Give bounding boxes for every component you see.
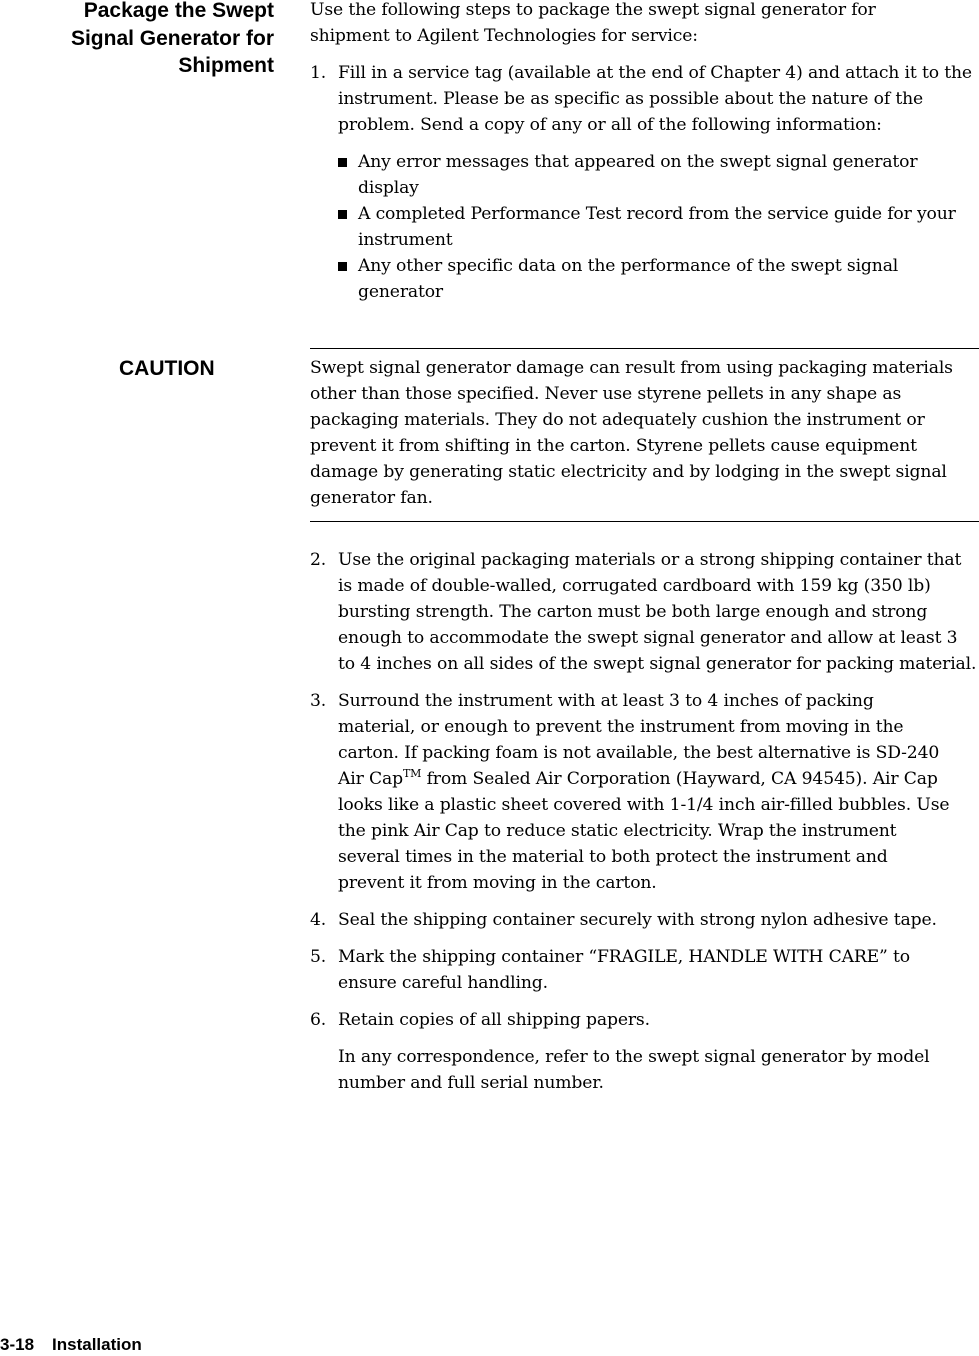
intro-paragraph: Use the following steps to package the swept signal generator for shipment to Agilent Technologies for service: xyxy=(310,0,876,46)
list-item xyxy=(310,253,979,305)
step-number: 3. xyxy=(310,691,327,711)
step-text: Retain copies of all shipping papers. xyxy=(338,1010,650,1030)
intro-block xyxy=(310,0,979,305)
section-heading xyxy=(0,0,274,80)
chapter-name: Installation xyxy=(52,1335,142,1354)
step-number: 1. xyxy=(310,63,327,83)
step-2 xyxy=(310,547,979,677)
page-number: 3-18 xyxy=(0,1335,35,1354)
caution-label: CAUTION xyxy=(119,357,215,380)
step-text: Use the original packaging materials or a strong shipping container that is made of double-walled, corrugated cardboard with 159 kg (350 lb) bursting strength. The carton must be both large enough and strong enough to accommodate the swept signal generator and allow at least 3 to 4 inches on all sides of the swept signal generator for packing material. xyxy=(338,550,977,674)
caution-text: Swept signal generator damage can result from using packaging materials other than those specified. Never use styrene pellets in any shape as packaging materials. They do not adequately cushion the instrument or prevent it from shifting in the carton. Styrene pellets cause equipment damage by generating static electricity and by lodging in the swept signal generator fan. xyxy=(310,358,953,508)
page-footer xyxy=(0,1334,142,1356)
bullet-text: Any other specific data on the performance of the swept signal generator xyxy=(358,256,899,302)
step-number: 6. xyxy=(310,1010,327,1030)
trademark-mark: TM xyxy=(402,767,422,780)
step-text xyxy=(338,688,950,896)
square-bullet-icon xyxy=(338,158,347,167)
step-text: Mark the shipping container “FRAGILE, HANDLE WITH CARE” to ensure careful handling. xyxy=(338,947,910,993)
step-number: 2. xyxy=(310,550,327,570)
bullet-text: Any error messages that appeared on the swept signal generator display xyxy=(358,152,918,198)
step-number: 4. xyxy=(310,910,327,930)
caution-bottom-rule xyxy=(310,521,979,522)
step-text-part: from Sealed Air Corporation (Hayward, CA 94545). Air Cap looks like a plastic sheet covered with 1-1/4 inch air-filled bubbles. Use the pink Air Cap to reduce static electricity. Wrap the instrument several times in the material to both protect the instrument and prevent it from moving in the carton. xyxy=(338,769,950,893)
steps-block xyxy=(310,547,979,1096)
bullet-text: A completed Performance Test record from the service guide for your instrument xyxy=(358,204,956,250)
step-text: Seal the shipping container securely with strong nylon adhesive tape. xyxy=(338,910,937,930)
step-1 xyxy=(310,60,979,138)
step-4 xyxy=(310,907,979,933)
heading-line: Signal Generator for xyxy=(70,26,274,50)
closing-text: In any correspondence, refer to the swept signal generator by model number and full serial number. xyxy=(338,1047,930,1093)
heading-line: Package the Swept xyxy=(83,0,274,22)
caution-top-rule xyxy=(310,348,979,349)
square-bullet-icon xyxy=(338,210,347,219)
closing-note xyxy=(310,1044,979,1096)
square-bullet-icon xyxy=(338,262,347,271)
list-item xyxy=(310,149,979,201)
step-6 xyxy=(310,1007,979,1033)
step-text: Fill in a service tag (available at the end of Chapter 4) and attach it to the instrument. Please be as specific as possible about the nature of the problem. Send a copy of any or all of the following information: xyxy=(338,63,972,135)
step-number: 5. xyxy=(310,947,327,967)
step-5 xyxy=(310,944,979,996)
step-3 xyxy=(310,688,979,896)
step-text-part: Surround the instrument with at least 3 to 4 inches of packing material, or enough to prevent the instrument from moving in the carton. If packing foam is not available, the best alternative is SD-240 Air Cap xyxy=(338,691,940,789)
list-item xyxy=(310,201,979,253)
heading-line: Shipment xyxy=(178,54,274,77)
caution-block xyxy=(310,355,975,511)
bullet-list xyxy=(310,149,979,305)
